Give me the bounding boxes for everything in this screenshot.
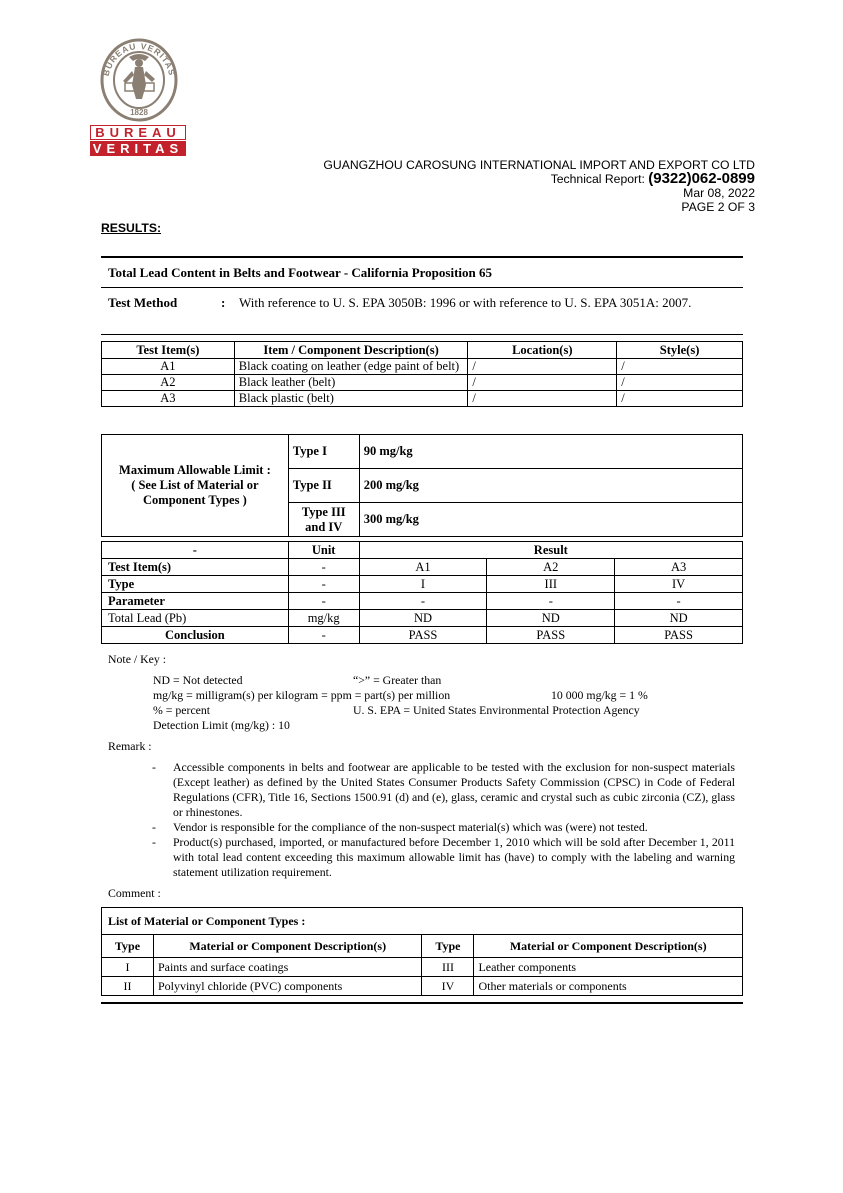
table-cell: / <box>617 375 743 391</box>
table-cell: - <box>615 593 743 610</box>
types-table-title: List of Material or Component Types : <box>102 908 743 935</box>
comment-label: Comment : <box>108 886 161 900</box>
note-key-label: Note / Key : <box>108 652 166 666</box>
logo-word-veritas: VERITAS <box>90 141 186 156</box>
column-header: Type <box>102 935 154 958</box>
table-cell: - <box>288 593 359 610</box>
limit-type: Type III and IV <box>288 503 359 537</box>
row-label: Test Item(s) <box>102 559 289 576</box>
table-cell: PASS <box>487 627 615 644</box>
table-cell: / <box>617 391 743 407</box>
report-number: (9322)062-0899 <box>648 170 755 187</box>
table-cell: II <box>102 977 154 996</box>
table-cell: Leather components <box>474 958 743 977</box>
svg-text:BUREAU VERITAS: BUREAU VERITAS <box>100 40 178 78</box>
column-header: Style(s) <box>617 342 743 359</box>
row-label: Conclusion <box>102 627 289 644</box>
table-cell: A2 <box>102 375 235 391</box>
column-header: Material or Component Description(s) <box>153 935 422 958</box>
table-cell: mg/kg <box>288 610 359 627</box>
row-label: Total Lead (Pb) <box>102 610 289 627</box>
table-cell: III <box>422 958 474 977</box>
logo-word-bureau: BUREAU <box>90 125 186 140</box>
column-header: Material or Component Description(s) <box>474 935 743 958</box>
table-cell: - <box>288 627 359 644</box>
table-cell: IV <box>615 576 743 593</box>
test-method-colon: : <box>221 295 226 310</box>
material-types-table <box>101 907 743 996</box>
table-cell: Black coating on leather (edge paint of belt) <box>234 359 468 375</box>
note-epa: U. S. EPA = United States Environmental Protection Agency <box>353 703 640 717</box>
table-header-row <box>102 935 743 958</box>
table-cell: I <box>102 958 154 977</box>
table-cell: / <box>468 375 617 391</box>
remark-item: - Vendor is responsible for the compliance of the non-suspect material(s) which was (were) not tested. <box>152 820 735 835</box>
note-percent-conversion: 10 000 mg/kg = 1 % <box>551 688 648 702</box>
table-cell: - <box>288 559 359 576</box>
limit-type: Type I <box>288 435 359 469</box>
table-cell: / <box>468 359 617 375</box>
note-percent: % = percent <box>153 703 211 717</box>
row-label: Type <box>102 576 289 593</box>
table-cell: Paints and surface coatings <box>153 958 422 977</box>
table-cell: PASS <box>615 627 743 644</box>
page-indicator: PAGE 2 OF 3 <box>681 200 755 214</box>
note-detection-limit: Detection Limit (mg/kg) : 10 <box>153 718 290 732</box>
column-header: Unit <box>288 542 359 559</box>
table-cell: / <box>468 391 617 407</box>
column-header: Test Item(s) <box>102 342 235 359</box>
results-heading: RESULTS: <box>101 221 162 235</box>
table-cell: A1 <box>102 359 235 375</box>
table-cell: Black leather (belt) <box>234 375 468 391</box>
limit-label: Maximum Allowable Limit : ( See List of Material or Component Types ) <box>102 435 289 537</box>
table-cell: ND <box>615 610 743 627</box>
limit-type: Type II <box>288 469 359 503</box>
table-cell: PASS <box>359 627 487 644</box>
table-cell: A3 <box>102 391 235 407</box>
table-cell: ND <box>487 610 615 627</box>
column-header: Item / Component Description(s) <box>234 342 468 359</box>
limit-value: 200 mg/kg <box>359 469 742 503</box>
svg-text:1828: 1828 <box>130 108 148 117</box>
table-row <box>102 977 743 996</box>
test-method-text: With reference to U. S. EPA 3050B: 1996 or with reference to U. S. EPA 3051A: 2007. <box>239 295 692 310</box>
table-cell: IV <box>422 977 474 996</box>
table-cell: - <box>288 576 359 593</box>
remark-list <box>152 760 735 880</box>
limit-value: 300 mg/kg <box>359 503 742 537</box>
note-mgkg: mg/kg = milligram(s) per kilogram = ppm = part(s) per million <box>153 688 451 702</box>
table-cell: Polyvinyl chloride (PVC) components <box>153 977 422 996</box>
note-nd: ND = Not detected <box>153 673 243 687</box>
table-title-row <box>102 908 743 935</box>
table-cell: ND <box>359 610 487 627</box>
table-cell: A1 <box>359 559 487 576</box>
report-date: Mar 08, 2022 <box>683 186 755 200</box>
row-label: Parameter <box>102 593 289 610</box>
table-cell: - <box>359 593 487 610</box>
remark-item: - Accessible components in belts and footwear are applicable to be tested with the exclusion for non-suspect materials (Except leather) as defined by the United States Consumer Products Safety Commission (CPSC) in Code of Federal Regulations (CFR), Title 16, Sections 1500.91 (d) and (e), glass, ceramic and crystal such as cubic zirconia (CZ), glass or rhinestones. <box>152 760 735 820</box>
report-label: Technical Report: <box>550 172 649 186</box>
column-header: Result <box>359 542 742 559</box>
table-row <box>102 958 743 977</box>
test-method-label: Test Method <box>108 295 178 310</box>
note-gt: “>” = Greater than <box>353 673 442 687</box>
column-header: Location(s) <box>468 342 617 359</box>
table-cell: A3 <box>615 559 743 576</box>
company-name: GUANGZHOU CAROSUNG INTERNATIONAL IMPORT AND EXPORT CO LTD <box>323 158 755 172</box>
table-cell: / <box>617 359 743 375</box>
limit-value: 90 mg/kg <box>359 435 742 469</box>
column-header: - <box>102 542 289 559</box>
divider <box>101 1002 743 1004</box>
table-cell: Other materials or components <box>474 977 743 996</box>
table-cell: A2 <box>487 559 615 576</box>
remark-item: - Product(s) purchased, imported, or manufactured before December 1, 2010 which will be sold after December 1, 2011 with total lead content exceeding this maximum allowable limit has (have) to comply with the labeling and warning statement utilization requirement. <box>152 835 735 880</box>
section-title: Total Lead Content in Belts and Footwear - California Proposition 65 <box>108 265 493 280</box>
table-cell: I <box>359 576 487 593</box>
table-cell: Black plastic (belt) <box>234 391 468 407</box>
table-cell: III <box>487 576 615 593</box>
column-header: Type <box>422 935 474 958</box>
table-cell: - <box>487 593 615 610</box>
remark-label: Remark : <box>108 739 152 753</box>
